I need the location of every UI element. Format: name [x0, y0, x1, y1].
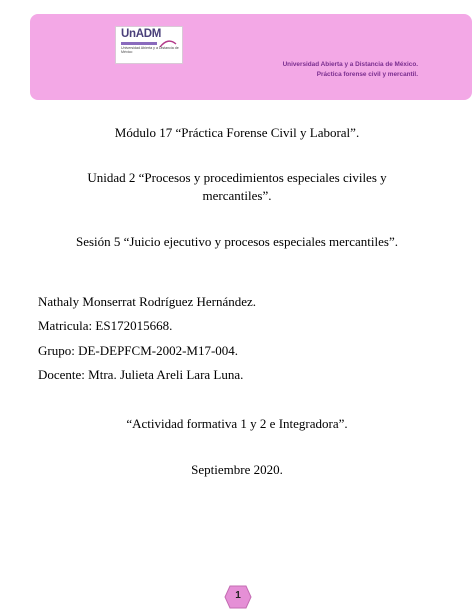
module-title: Módulo 17 “Práctica Forense Civil y Laboral”. — [114, 125, 360, 140]
unadm-logo — [115, 26, 183, 64]
header-course: Práctica forense civil y mercantil. — [316, 71, 418, 78]
logo-subtitle: Universidad Abierta y a Distancia de México — [121, 46, 179, 55]
page-number: 1 — [235, 590, 241, 601]
unit-title-line2: mercantiles”. — [202, 188, 272, 203]
student-group: Grupo: DE-DEPFCM-2002-M17-004. — [38, 343, 239, 358]
teacher-name: Docente: Mtra. Julieta Areli Lara Luna. — [38, 367, 244, 382]
header-band — [30, 14, 472, 100]
activity-title: “Actividad formativa 1 y 2 e Integradora”. — [126, 416, 348, 431]
header-institution: Universidad Abierta y a Distancia de México. — [282, 61, 418, 68]
student-matricula: Matricula: ES172015668. — [38, 318, 173, 333]
page-number-badge — [224, 585, 252, 609]
student-name: Nathaly Monserrat Rodríguez Hernández. — [38, 294, 257, 309]
logo-title: UnADM — [121, 28, 162, 40]
date: Septiembre 2020. — [191, 462, 283, 477]
logo-bar — [121, 42, 157, 45]
session-title: Sesión 5 “Juicio ejecutivo y procesos especiales mercantiles”. — [75, 234, 398, 249]
unit-title-line1: Unidad 2 “Procesos y procedimientos especiales civiles y — [87, 170, 387, 185]
